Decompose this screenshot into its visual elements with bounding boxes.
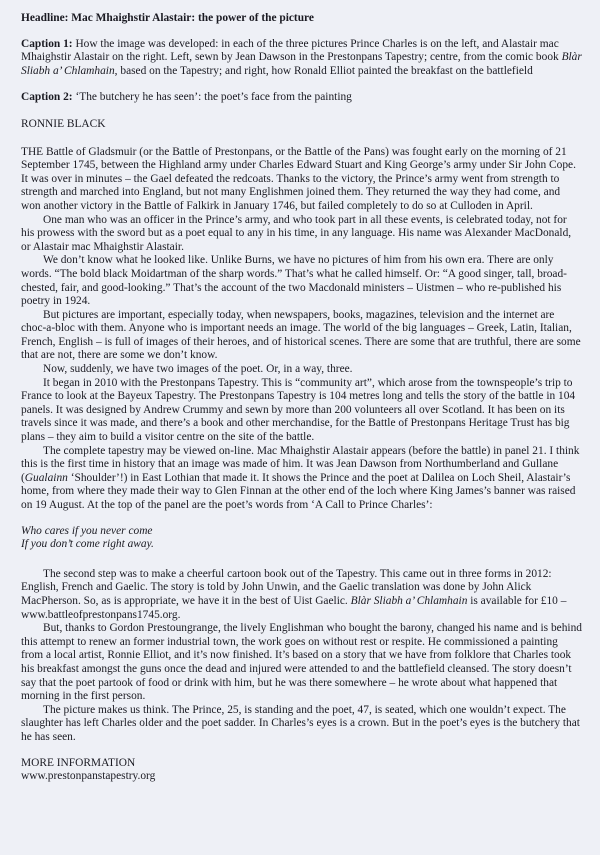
cartoon-text-a: The second step was to make a cheerful cartoon book out of the Tapestry. This came out in three forms in 2012: English, French and Gaelic. The story is told by John Unwin, and the Gaelic translation was done by John Alick MacPherson. So, as is appropriate, we have it in the best of Uist Gaelic. — [21, 567, 552, 607]
caption-1-label: Caption 1: — [21, 37, 73, 50]
caption-1 — [21, 38, 582, 79]
caption-2-label: Caption 2: — [21, 91, 73, 104]
caption-1-text-a: How the image was developed: in each of the three pictures Prince Charles is on the left, and Alastair mac Mhaighstir Alastair on the right. Left, sewn by Jean Dawson in the Prestonpans Tapestry; centre, from the comic book — [21, 37, 562, 64]
paragraph: One man who was an officer in the Prince’s army, and who took part in all these events, is celebrated today, not for his prowess with the sword but as a poet equal to any in his time, in any language. His name was Alexander MacDonald, or Alastair mac Mhaighstir Alastair. — [21, 213, 572, 253]
poem-line: Who cares if you never come — [21, 524, 153, 537]
headline: Headline: Mac Mhaighstir Alastair: the power of the picture — [21, 12, 314, 24]
more-information — [21, 757, 582, 784]
paragraph: But, thanks to Gordon Prestoungrange, the lively Englishman who bought the barony, changed his name and is behind this attempt to renew an former industrial town, the work goes on without rest or respite. He commissioned a painting from a local artist, Ronnie Elliot, and it’s now finished. It’s based on a story that we have from folklore that Charles took his breakfast amongst the guns once the dead and injured were attended to and the battlefield cleansed. The story doesn’t say that the poet partook of food or drink with him, but he was there somewhere – he wrote about what happened that morning in the first person. — [21, 622, 582, 703]
paragraph: We don’t know what he looked like. Unlike Burns, we have no pictures of him from his own era. There are only words. “The bold black Moidartman of the sharp words.” That’s what he called himself. Or: “A good singer, tall, broad-chested, fair, and good-looking.” That’s the account of the two Macdonald ministers – Uistmen – who re-published his poetry in 1924. — [21, 254, 567, 308]
poem-quote — [21, 525, 582, 552]
paragraph-tapestry — [21, 445, 582, 513]
caption-2-text: ‘The butchery he has seen’: the poet’s face from the painting — [72, 91, 352, 104]
tapestry-text-a: The complete tapestry may be viewed on-line. Mac Mhaighstir Alastair appears (before the battle) in panel 21. I think this is the first time in history that an image was made of him. It was Jean Dawson from Northumberland and Gullane ( — [21, 444, 580, 484]
caption-1-book-title: Blàr Sliabh a’ Chlamhain — [21, 51, 582, 77]
caption-1-text-b: , based on the Tapestry; and right, how Ronald Elliot painted the breakfast on the battlefield — [114, 64, 533, 77]
paragraph: Now, suddenly, we have two images of the poet. Or, in a way, three. — [43, 363, 353, 376]
caption-2 — [21, 91, 582, 105]
more-information-link[interactable]: www.prestonpanstapestry.org — [21, 770, 156, 783]
tapestry-text-b: ‘Shoulder’!) in East Lothian that made it. It shows the Prince and the poet at Dalilea on Loch Sheil, Alastair’s home, from where they made their way to Glen Finnan at the other end of the loch where King James’s banner was raised on 19 August. At the top of the panel are the poet’s words from ‘A Call to Prince Charles’: — [21, 471, 576, 511]
byline: RONNIE BLACK — [21, 117, 106, 130]
paragraph: It began in 2010 with the Prestonpans Tapestry. This is “community art”, which arose from the townspeople’s trip to France to look at the Bayeux Tapestry. The Prestonpans Tapestry is 104 metres long and tells the story of the battle in 104 panels. It was designed by Andrew Crummy and sewn by more than 200 volunteers all over Scotland. It has been on its travels since it was made, and there’s a book and other merchandise, for the Battle of Prestonpans Heritage Trust has big plans – they aim to build a visitor centre on the site of the battle. — [21, 376, 576, 444]
more-information-label: MORE INFORMATION — [21, 756, 136, 769]
paragraph: The picture makes us think. The Prince, 25, is standing and the poet, 47, is seated, which one wouldn’t expect. The slaughter has left Charles older and the poet sadder. In Charles’s eyes is a crown. But in the poet’s eyes is the butchery that he has seen. — [21, 703, 580, 743]
paragraph: But pictures are important, especially today, when newspapers, books, magazines, television and the internet are choc-a-bloc with them. Anyone who is important needs an image. The world of the big languages – Greek, Latin, Italian, French, English – is full of images of their heroes, and of historical scenes. There are some that are truthful, there are some that are not, there are some we don’t know. — [21, 308, 581, 362]
cartoon-book-title: Blàr Sliabh a’ Chlamhain — [350, 594, 468, 607]
paragraph: THE Battle of Gladsmuir (or the Battle of Prestonpans, or the Battle of the Pans) was fought early on the morning of 21 September 1745, between the Highland army under Charles Edward Stuart and King George’s army under Sir John Cope. It was over in minutes – the Gael defeated the redcoats. Thanks to the victory, the Prince’s army went from strength to strength and marched into England, but not many Englishmen joined them. They returned the way they had come, and won another victory in the Battle of Falkirk in January 1746, but failed completely to do so at Culloden in April. — [21, 145, 576, 212]
cartoon-text-b: is available for £10 – www.battleofprestonpans1745.org. — [21, 594, 567, 621]
gaelic-word: Gualainn — [24, 471, 68, 484]
paragraph-cartoon — [21, 568, 582, 622]
poem-line: If you don’t come right away. — [21, 538, 154, 551]
article-body — [21, 146, 582, 745]
